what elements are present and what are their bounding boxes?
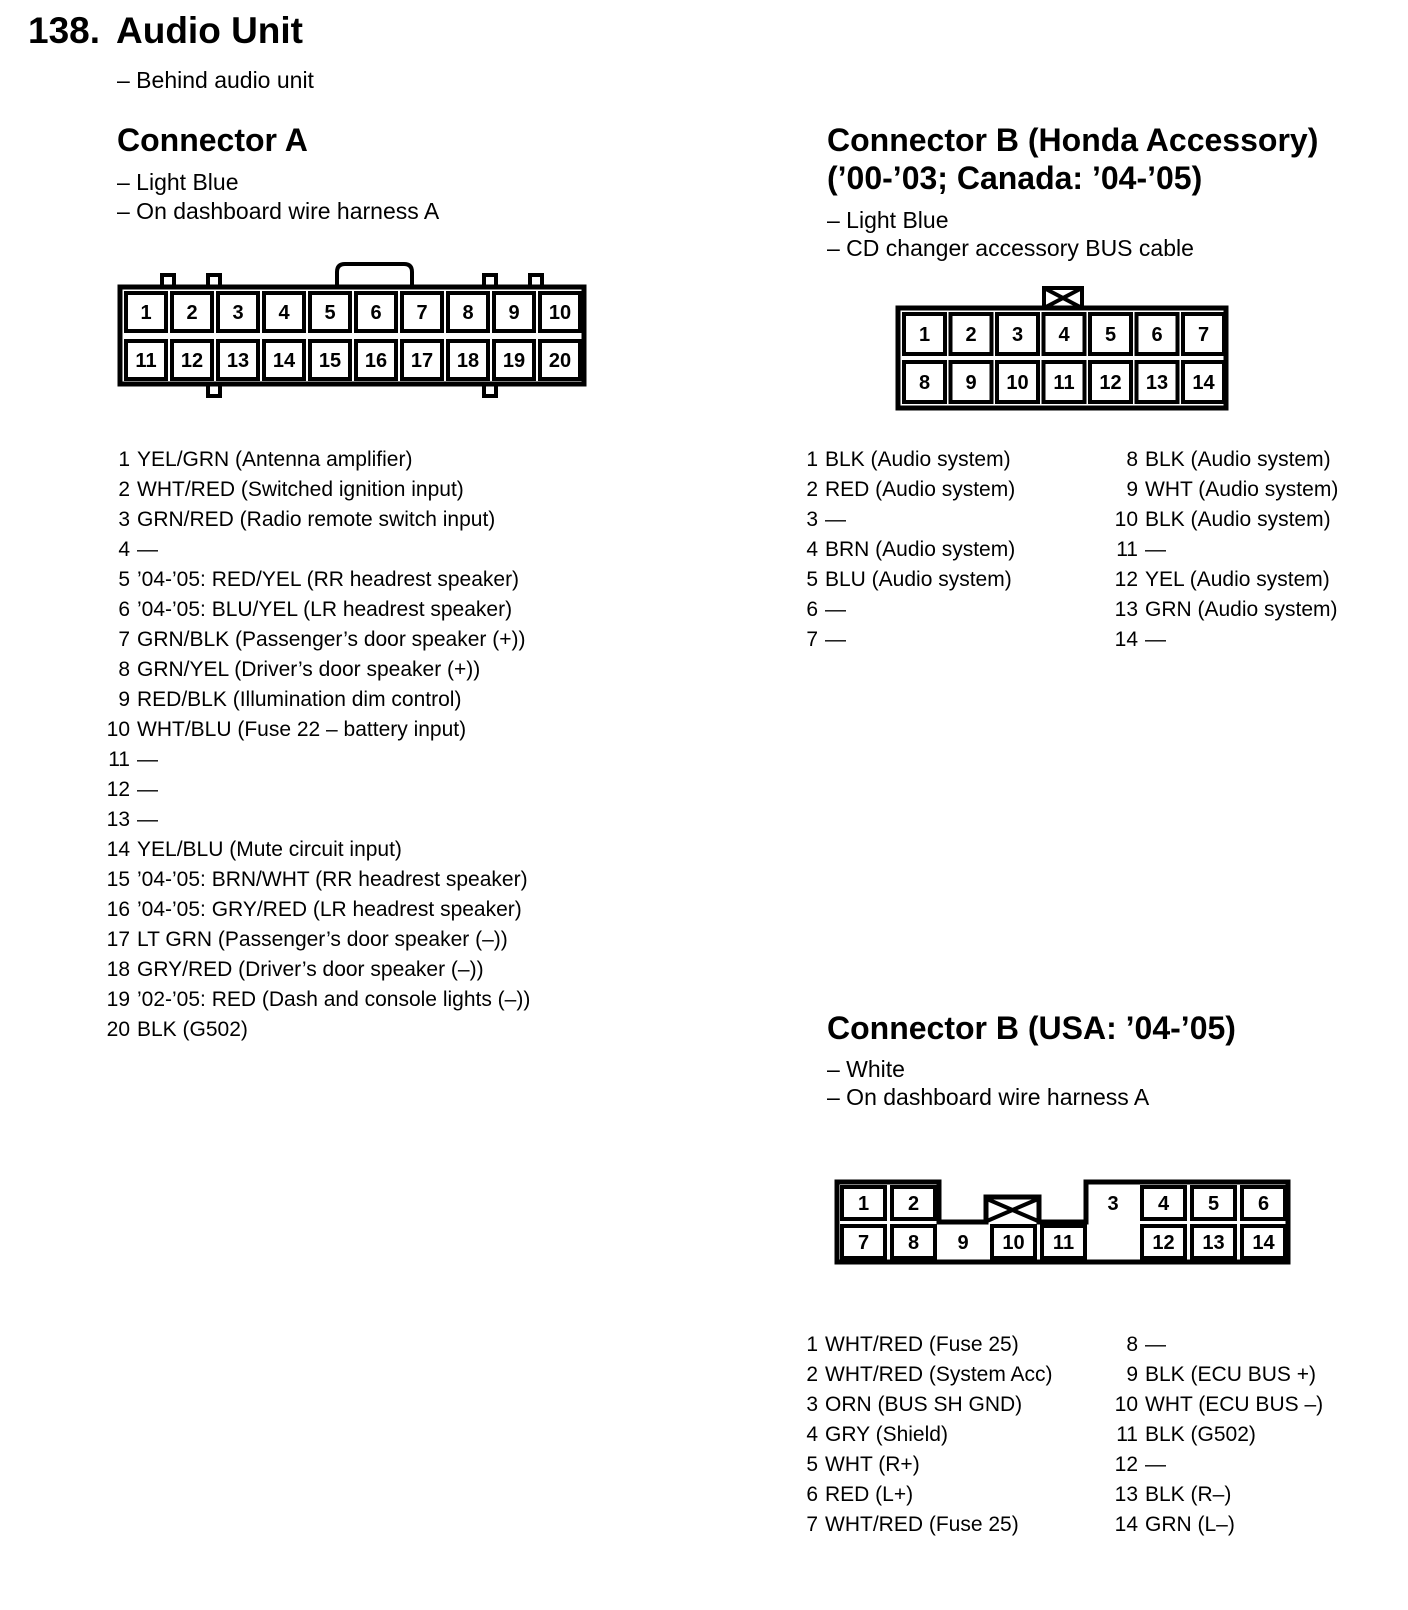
connector-a-pin-row bbox=[102, 985, 530, 1015]
connector-a-pin-number: 8 bbox=[118, 658, 130, 681]
connector-a-pin-row bbox=[102, 625, 530, 655]
connector-a-title: Connector A bbox=[117, 122, 308, 158]
connector-a-cell-label: 14 bbox=[272, 350, 296, 372]
connector-a-cell-label: 12 bbox=[180, 350, 204, 372]
connector-a-cell-label: 5 bbox=[324, 302, 336, 324]
connector-b-usa-pin-number: 13 bbox=[1114, 1483, 1138, 1506]
connector-b-usa-pin-row bbox=[796, 1360, 1053, 1390]
connector-a-pin-description: BLK (G502) bbox=[137, 1018, 248, 1041]
connector-a-pin-number: 6 bbox=[118, 598, 130, 621]
connector-a-pin-description: WHT/RED (Switched ignition input) bbox=[137, 478, 464, 501]
connector-a-cell-label: 7 bbox=[416, 302, 428, 324]
connector-a-pin-row bbox=[102, 505, 530, 535]
page-title bbox=[28, 10, 303, 52]
connector-a-pin-number: 18 bbox=[106, 958, 130, 981]
connector-a-pin-number: 2 bbox=[118, 478, 130, 501]
connector-a-pin-row bbox=[102, 655, 530, 685]
connector-a-pin-description: LT GRN (Passenger’s door speaker (–)) bbox=[137, 928, 508, 951]
connector-b-accessory-pin-description: BLK (Audio system) bbox=[1145, 508, 1331, 531]
connector-a-harness: – On dashboard wire harness A bbox=[117, 198, 440, 224]
connector-b-usa-cell-label: 3 bbox=[1107, 1193, 1119, 1215]
connector-b-accessory-diagram bbox=[893, 282, 1233, 414]
connector-a-pin-row bbox=[102, 595, 530, 625]
connector-a-cell-label: 16 bbox=[364, 350, 388, 372]
connector-b-usa-pin-number: 12 bbox=[1114, 1453, 1138, 1476]
connector-a-cell-label: 19 bbox=[502, 350, 526, 372]
connector-b-accessory-pin-number: 5 bbox=[806, 568, 818, 591]
connector-a-pin-description: ’02-’05: RED (Dash and console lights (–)) bbox=[137, 988, 531, 1011]
connector-a-pin-row bbox=[102, 445, 530, 475]
connector-b-accessory-harness: – CD changer accessory BUS cable bbox=[827, 235, 1194, 261]
connector-b-accessory-pin-number: 11 bbox=[1116, 538, 1138, 561]
connector-b-usa-title: Connector B (USA: ’04-’05) bbox=[827, 1010, 1236, 1046]
connector-b-usa-pin-description: WHT (ECU BUS –) bbox=[1145, 1393, 1324, 1416]
connector-b-accessory-pin-description: BLU (Audio system) bbox=[825, 568, 1012, 591]
connector-a-cell-label: 6 bbox=[370, 302, 382, 324]
connector-b-usa-pin-row bbox=[1106, 1390, 1323, 1420]
connector-a-cell-label: 17 bbox=[410, 350, 434, 372]
connector-b-usa-pin-description: BLK (ECU BUS +) bbox=[1145, 1363, 1316, 1386]
connector-a-pin-description: YEL/GRN (Antenna amplifier) bbox=[137, 448, 413, 471]
connector-a-pin-row bbox=[102, 895, 530, 925]
connector-b-accessory-pin-row bbox=[796, 475, 1015, 505]
connector-a-pin-description: — bbox=[137, 538, 158, 561]
connector-b-accessory-pin-number: 3 bbox=[806, 508, 818, 531]
connector-a-pin-row bbox=[102, 715, 530, 745]
connector-b-accessory-pin-row bbox=[1106, 445, 1338, 475]
connector-a-cell-label: 4 bbox=[278, 302, 290, 324]
connector-b-accessory-pin-description: — bbox=[1145, 628, 1166, 651]
connector-b-accessory-pin-description: — bbox=[825, 508, 846, 531]
connector-a-pin-row bbox=[102, 1015, 530, 1045]
connector-a-pin-description: — bbox=[137, 778, 158, 801]
connector-b-usa-pin-number: 10 bbox=[1114, 1393, 1138, 1416]
connector-a-pin-row bbox=[102, 775, 530, 805]
connector-b-accessory-pin-row bbox=[796, 595, 1015, 625]
connector-a-pin-description: GRN/YEL (Driver’s door speaker (+)) bbox=[137, 658, 481, 681]
connector-b-accessory-cell-label: 7 bbox=[1197, 324, 1210, 346]
connector-b-accessory-cell-label: 13 bbox=[1145, 372, 1169, 394]
connector-a-pin-number: 20 bbox=[106, 1018, 130, 1041]
connector-b-usa-pin-number: 8 bbox=[1126, 1333, 1138, 1356]
connector-b-accessory-pin-row bbox=[796, 625, 1015, 655]
connector-a-pin-number: 1 bbox=[118, 448, 130, 471]
connector-a-cell-label: 10 bbox=[548, 302, 572, 324]
connector-a-pin-number: 11 bbox=[108, 748, 130, 771]
connector-b-usa-pin-number: 14 bbox=[1114, 1513, 1138, 1536]
unit-location: – Behind audio unit bbox=[117, 67, 314, 93]
connector-a-cell-label: 11 bbox=[135, 350, 157, 372]
connector-b-accessory-cell-label: 9 bbox=[965, 372, 977, 394]
connector-b-accessory-pin-row bbox=[1106, 625, 1338, 655]
connector-a-pin-description: RED/BLK (Illumination dim control) bbox=[137, 688, 462, 711]
connector-b-accessory-cell-label: 3 bbox=[1011, 324, 1024, 346]
connector-b-usa-pin-list-right bbox=[1106, 1330, 1323, 1540]
connector-b-accessory-cell-label: 6 bbox=[1151, 324, 1163, 346]
connector-b-usa-pin-number: 11 bbox=[1116, 1423, 1138, 1446]
connector-b-usa-pin-row bbox=[796, 1390, 1053, 1420]
connector-b-usa-pin-list-left bbox=[796, 1330, 1053, 1540]
connector-a-pin-number: 14 bbox=[106, 838, 130, 861]
connector-a-cell-label: 3 bbox=[232, 302, 244, 324]
connector-b-usa-cell-label: 8 bbox=[907, 1232, 920, 1254]
connector-b-accessory-pin-description: BRN (Audio system) bbox=[825, 538, 1016, 561]
connector-b-usa-pin-row bbox=[1106, 1480, 1323, 1510]
connector-a-pin-number: 9 bbox=[118, 688, 130, 711]
connector-b-usa-pin-row bbox=[796, 1450, 1053, 1480]
connector-b-accessory-cell-label: 14 bbox=[1192, 372, 1215, 394]
connector-b-usa-pin-row bbox=[796, 1510, 1053, 1540]
connector-b-accessory-pin-number: 14 bbox=[1114, 628, 1138, 651]
connector-b-accessory-cell-label: 2 bbox=[965, 324, 977, 346]
connector-b-usa-color: – White bbox=[827, 1056, 905, 1082]
connector-a-pin-description: — bbox=[137, 748, 158, 771]
connector-b-usa-pin-description: RED (L+) bbox=[825, 1483, 914, 1506]
connector-b-accessory-pin-description: WHT (Audio system) bbox=[1145, 478, 1339, 501]
connector-b-accessory-cell-label: 4 bbox=[1058, 324, 1070, 346]
connector-b-usa-pin-number: 2 bbox=[806, 1363, 818, 1386]
connector-b-usa-cell-label: 12 bbox=[1152, 1232, 1175, 1254]
connector-a-pin-row bbox=[102, 685, 530, 715]
connector-b-accessory-pin-number: 12 bbox=[1114, 568, 1138, 591]
connector-a-pin-number: 17 bbox=[106, 928, 130, 951]
connector-a-pin-description: ’04-’05: RED/YEL (RR headrest speaker) bbox=[137, 568, 520, 591]
connector-b-usa-cell-label: 10 bbox=[1002, 1232, 1025, 1254]
connector-b-accessory-pin-number: 7 bbox=[806, 628, 818, 651]
connector-b-accessory-pin-row bbox=[1106, 595, 1338, 625]
connector-b-accessory-pin-row bbox=[1106, 475, 1338, 505]
connector-b-usa-pin-row bbox=[796, 1420, 1053, 1450]
connector-b-accessory-pin-description: — bbox=[825, 628, 846, 651]
connector-b-usa-diagram bbox=[830, 1175, 1298, 1275]
connector-b-usa-pin-row bbox=[796, 1330, 1053, 1360]
connector-a-pin-row bbox=[102, 535, 530, 565]
connector-b-usa-cell-label: 4 bbox=[1157, 1193, 1170, 1215]
connector-a-pin-row bbox=[102, 925, 530, 955]
connector-a-pin-row bbox=[102, 745, 530, 775]
connector-b-usa-pin-row bbox=[1106, 1420, 1323, 1450]
connector-b-accessory-pin-row bbox=[1106, 535, 1338, 565]
connector-b-accessory-pin-number: 2 bbox=[806, 478, 818, 501]
connector-b-usa-pin-row bbox=[1106, 1360, 1323, 1390]
connector-b-usa-pin-description: ORN (BUS SH GND) bbox=[825, 1393, 1023, 1416]
connector-b-usa-pin-row bbox=[796, 1480, 1053, 1510]
connector-b-usa-cell-label: 5 bbox=[1207, 1193, 1220, 1215]
connector-b-accessory-pin-number: 8 bbox=[1126, 448, 1138, 471]
connector-a-pin-row bbox=[102, 865, 530, 895]
connector-b-accessory-cell-label: 12 bbox=[1099, 372, 1122, 394]
connector-a-cell-label: 13 bbox=[226, 350, 250, 372]
connector-a-pin-description: WHT/BLU (Fuse 22 – battery input) bbox=[137, 718, 467, 741]
connector-a-pin-list bbox=[102, 445, 530, 1045]
page-number: 138. bbox=[28, 10, 101, 51]
connector-b-usa-pin-description: WHT/RED (System Acc) bbox=[825, 1363, 1053, 1386]
connector-b-accessory-subtitle: (’00-’03; Canada: ’04-’05) bbox=[827, 160, 1203, 196]
connector-b-usa-pin-description: — bbox=[1145, 1333, 1166, 1356]
connector-b-usa-cell-label: 7 bbox=[857, 1232, 870, 1254]
connector-a-pin-row bbox=[102, 475, 530, 505]
connector-a-pin-number: 16 bbox=[106, 898, 130, 921]
connector-b-usa-cell-label: 1 bbox=[857, 1193, 870, 1215]
connector-b-usa-harness: – On dashboard wire harness A bbox=[827, 1084, 1150, 1110]
connector-b-accessory-pin-list-right bbox=[1106, 445, 1338, 655]
connector-a-pin-description: ’04-’05: GRY/RED (LR headrest speaker) bbox=[137, 898, 522, 921]
connector-a-pin-description: ’04-’05: BLU/YEL (LR headrest speaker) bbox=[137, 598, 513, 621]
connector-b-accessory-pin-row bbox=[796, 535, 1015, 565]
connector-b-usa-pin-number: 3 bbox=[806, 1393, 818, 1416]
connector-a-pin-description: YEL/BLU (Mute circuit input) bbox=[137, 838, 402, 861]
connector-a-pin-number: 12 bbox=[106, 778, 130, 801]
connector-a-cell-label: 8 bbox=[462, 302, 474, 324]
connector-b-usa-pin-description: BLK (R–) bbox=[1145, 1483, 1232, 1506]
connector-b-usa-cell-label: 13 bbox=[1202, 1232, 1225, 1254]
connector-a-pin-description: — bbox=[137, 808, 158, 831]
connector-a-pin-description: ’04-’05: BRN/WHT (RR headrest speaker) bbox=[137, 868, 528, 891]
connector-a-pin-number: 13 bbox=[106, 808, 130, 831]
connector-b-usa-pin-number: 4 bbox=[806, 1423, 818, 1446]
connector-b-accessory-color: – Light Blue bbox=[827, 207, 949, 233]
connector-b-accessory-pin-description: — bbox=[1145, 538, 1166, 561]
connector-b-accessory-pin-number: 1 bbox=[806, 448, 818, 471]
connector-a-color: – Light Blue bbox=[117, 169, 239, 195]
connector-b-usa-cell-label: 14 bbox=[1252, 1232, 1275, 1254]
connector-a-pin-number: 10 bbox=[106, 718, 130, 741]
connector-b-usa-pin-description: WHT/RED (Fuse 25) bbox=[825, 1513, 1019, 1536]
connector-b-usa-pin-row bbox=[1106, 1330, 1323, 1360]
connector-b-accessory-pin-number: 13 bbox=[1114, 598, 1138, 621]
connector-a-pin-number: 19 bbox=[106, 988, 130, 1011]
connector-a-pin-description: GRN/BLK (Passenger’s door speaker (+)) bbox=[137, 628, 526, 651]
connector-a-pin-row bbox=[102, 835, 530, 865]
connector-b-usa-pin-number: 6 bbox=[806, 1483, 818, 1506]
connector-a-pin-description: GRN/RED (Radio remote switch input) bbox=[137, 508, 496, 531]
connector-b-accessory-pin-description: BLK (Audio system) bbox=[825, 448, 1011, 471]
connector-b-usa-pin-number: 5 bbox=[806, 1453, 818, 1476]
connector-b-usa-pin-number: 9 bbox=[1126, 1363, 1138, 1386]
connector-a-cell-label: 2 bbox=[186, 302, 198, 324]
connector-a-pin-number: 3 bbox=[118, 508, 130, 531]
connector-b-accessory-pin-description: RED (Audio system) bbox=[825, 478, 1016, 501]
connector-b-accessory-pin-number: 9 bbox=[1126, 478, 1138, 501]
connector-b-usa-pin-description: GRY (Shield) bbox=[825, 1423, 948, 1446]
connector-b-usa-pin-description: BLK (G502) bbox=[1145, 1423, 1256, 1446]
connector-b-usa-pin-row bbox=[1106, 1450, 1323, 1480]
connector-b-accessory-pin-number: 10 bbox=[1114, 508, 1138, 531]
connector-b-usa-pin-description: — bbox=[1145, 1453, 1166, 1476]
connector-a-diagram bbox=[115, 262, 607, 412]
connector-b-usa-pin-description: GRN (L–) bbox=[1145, 1513, 1235, 1536]
connector-b-usa-pin-number: 7 bbox=[806, 1513, 818, 1536]
connector-b-accessory-pin-description: BLK (Audio system) bbox=[1145, 448, 1331, 471]
connector-b-accessory-cell-label: 5 bbox=[1104, 324, 1117, 346]
connector-b-accessory-pin-number: 4 bbox=[806, 538, 818, 561]
connector-b-accessory-pin-description: GRN (Audio system) bbox=[1145, 598, 1338, 621]
connector-b-usa-cell-label: 11 bbox=[1052, 1232, 1075, 1254]
connector-a-cell-label: 9 bbox=[508, 302, 520, 324]
connector-b-accessory-pin-row bbox=[796, 505, 1015, 535]
connector-a-pin-number: 4 bbox=[118, 538, 130, 561]
connector-a-cell-label: 15 bbox=[318, 350, 342, 372]
connector-b-accessory-pin-number: 6 bbox=[806, 598, 818, 621]
connector-a-pin-description: GRY/RED (Driver’s door speaker (–)) bbox=[137, 958, 484, 981]
connector-a-pin-number: 5 bbox=[118, 568, 130, 591]
connector-b-usa-pin-row bbox=[1106, 1510, 1323, 1540]
connector-b-usa-pin-number: 1 bbox=[806, 1333, 818, 1356]
connector-b-accessory-cell-label: 8 bbox=[918, 372, 931, 394]
connector-b-accessory-cell-label: 1 bbox=[918, 324, 931, 346]
connector-b-accessory-pin-row bbox=[796, 565, 1015, 595]
connector-a-cell-label: 20 bbox=[548, 350, 572, 372]
connector-b-usa-pin-description: WHT (R+) bbox=[825, 1453, 920, 1476]
connector-a-pin-row bbox=[102, 805, 530, 835]
connector-a-cell-label: 1 bbox=[140, 302, 152, 324]
connector-a-pin-number: 15 bbox=[106, 868, 130, 891]
connector-b-accessory-pin-row bbox=[1106, 565, 1338, 595]
connector-b-usa-cell-label: 6 bbox=[1257, 1193, 1270, 1215]
page-title-text: Audio Unit bbox=[116, 10, 304, 51]
connector-b-usa-pin-description: WHT/RED (Fuse 25) bbox=[825, 1333, 1019, 1356]
connector-b-accessory-cell-label: 10 bbox=[1006, 372, 1029, 394]
connector-b-usa-cell-label: 9 bbox=[957, 1232, 969, 1254]
connector-a-pin-row bbox=[102, 955, 530, 985]
connector-b-accessory-pin-description: YEL (Audio system) bbox=[1145, 568, 1330, 591]
connector-b-usa-cell-label: 2 bbox=[907, 1193, 920, 1215]
connector-b-accessory-pin-row bbox=[1106, 505, 1338, 535]
connector-a-pin-number: 7 bbox=[118, 628, 130, 651]
connector-b-accessory-pin-row bbox=[796, 445, 1015, 475]
connector-b-accessory-cell-label: 11 bbox=[1053, 372, 1075, 394]
connector-b-accessory-pin-list-left bbox=[796, 445, 1015, 655]
connector-a-pin-row bbox=[102, 565, 530, 595]
connector-b-accessory-pin-description: — bbox=[825, 598, 846, 621]
connector-b-accessory-title: Connector B (Honda Accessory) bbox=[827, 122, 1319, 158]
connector-a-cell-label: 18 bbox=[456, 350, 480, 372]
